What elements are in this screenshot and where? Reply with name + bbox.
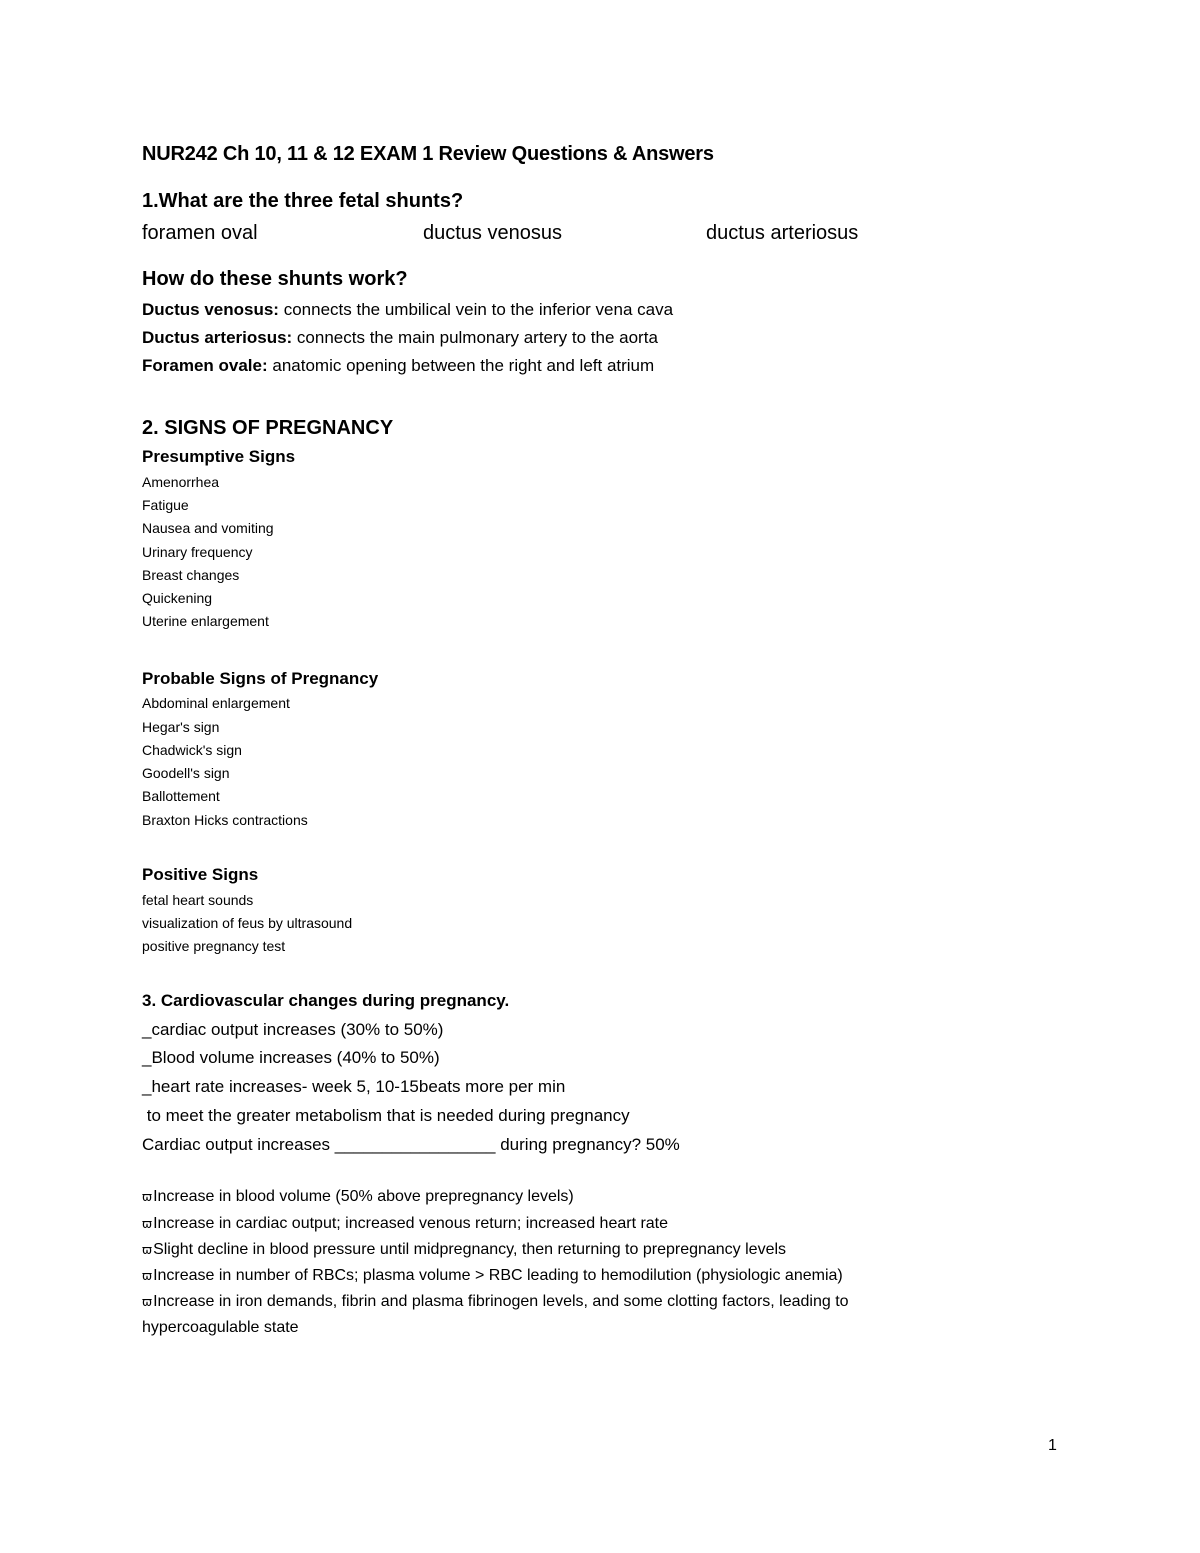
list-item: fetal heart sounds [142, 892, 254, 908]
list-item: Uterine enlargement [142, 613, 269, 629]
bullet-icon: ϖ [142, 1243, 153, 1257]
list-item: Amenorrhea [142, 474, 220, 490]
bullet-item: ϖIncrease in cardiac output; increased venous return; increased heart rate [142, 1215, 669, 1232]
cardio-line: _heart rate increases- week 5, 10-15beats more per min [142, 1077, 566, 1096]
cardio-line: _cardiac output increases (30% to 50%) [142, 1020, 444, 1039]
bullet-item: ϖIncrease in number of RBCs; plasma volume > RBC leading to hemodilution (physiologic anemia) [142, 1267, 843, 1284]
how-heading: How do these shunts work? [142, 268, 408, 290]
list-item: Quickening [142, 590, 213, 606]
list-item: Breast changes [142, 567, 240, 583]
cardio-question: Cardiac output increases _________________ during pregnancy? 50% [142, 1135, 680, 1154]
answer-foramen-oval: foramen oval [142, 222, 258, 244]
cardio-heading: 3. Cardiovascular changes during pregnancy. [142, 991, 510, 1010]
list-item: Ballottement [142, 788, 220, 804]
probable-heading: Probable Signs of Pregnancy [142, 669, 379, 688]
bullet-item: ϖSlight decline in blood pressure until midpregnancy, then returning to prepregnancy levels [142, 1241, 787, 1258]
positive-heading: Positive Signs [142, 865, 259, 884]
bullet-continuation: hypercoagulable state [142, 1319, 299, 1336]
list-item: Urinary frequency [142, 544, 253, 560]
list-item: visualization of feus by ultrasound [142, 915, 353, 931]
page-number: 1 [1048, 1437, 1057, 1454]
definition-ductus-venosus: Ductus venosus: connects the umbilical vein to the inferior vena cava [142, 300, 674, 319]
presumptive-heading: Presumptive Signs [142, 447, 296, 466]
definition-ductus-arteriosus: Ductus arteriosus: connects the main pulmonary artery to the aorta [142, 328, 658, 347]
answer-ductus-venosus: ductus venosus [423, 222, 562, 244]
signs-heading: 2. SIGNS OF PREGNANCY [142, 417, 394, 439]
list-item: Nausea and vomiting [142, 520, 274, 536]
question-1: 1.What are the three fetal shunts? [142, 190, 464, 212]
document-title: NUR242 Ch 10, 11 & 12 EXAM 1 Review Questions & Answers [142, 143, 714, 165]
list-item: Abdominal enlargement [142, 695, 290, 711]
shunt-answers [142, 222, 1042, 248]
list-item: Goodell's sign [142, 765, 230, 781]
bullet-icon: ϖ [142, 1217, 153, 1231]
list-item: Hegar's sign [142, 719, 220, 735]
list-item: Braxton Hicks contractions [142, 812, 308, 828]
bullet-icon: ϖ [142, 1295, 153, 1309]
list-item: Fatigue [142, 497, 189, 513]
list-item: Chadwick's sign [142, 742, 242, 758]
answer-ductus-arteriosus: ductus arteriosus [706, 222, 859, 244]
bullet-item: ϖIncrease in iron demands, fibrin and plasma fibrinogen levels, and some clotting factors, leading to [142, 1293, 849, 1310]
bullet-icon: ϖ [142, 1269, 153, 1283]
bullet-item: ϖIncrease in blood volume (50% above prepregnancy levels) [142, 1188, 574, 1205]
bullet-icon: ϖ [142, 1190, 153, 1204]
cardio-line: to meet the greater metabolism that is needed during pregnancy [142, 1106, 630, 1125]
cardio-line: _Blood volume increases (40% to 50%) [142, 1048, 440, 1067]
definition-foramen-ovale: Foramen ovale: anatomic opening between the right and left atrium [142, 356, 655, 375]
list-item: positive pregnancy test [142, 938, 286, 954]
